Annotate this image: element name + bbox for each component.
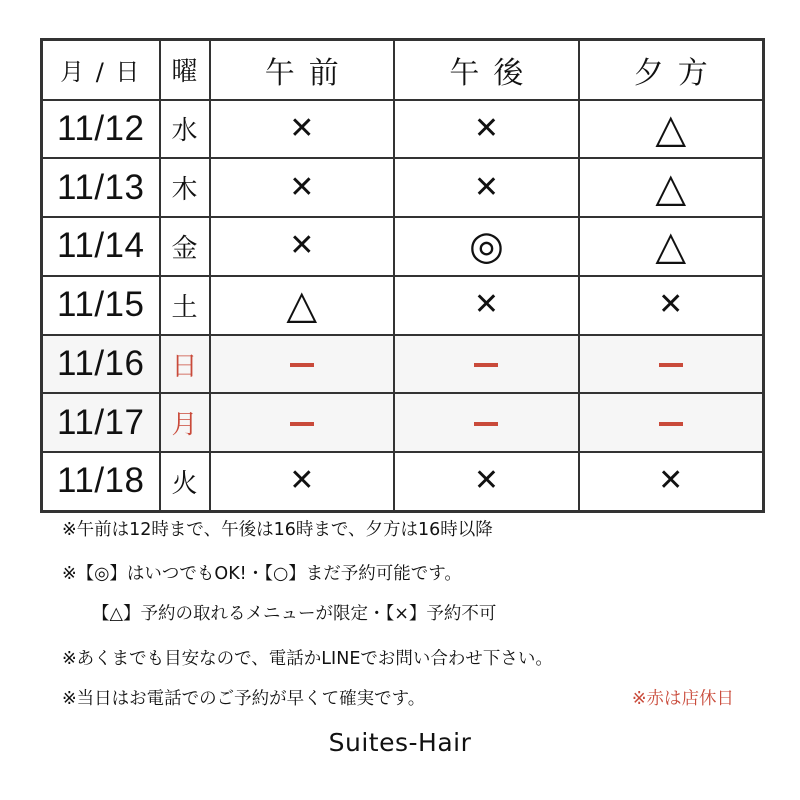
dash-mark-icon: [659, 422, 683, 426]
brand-name: Suites-Hair: [328, 728, 472, 757]
note-legend-limited: 【△】予約の取れるメニューが限定・【×】予約不可: [92, 604, 497, 624]
dash-mark-icon: [290, 363, 314, 367]
header-row: [42, 40, 764, 100]
date-cell: 11/16: [42, 335, 160, 394]
schedule-body: [42, 100, 764, 512]
triangle-mark-icon: △: [286, 282, 318, 329]
note-hours: ※午前は12時まで、午後は16時まで、夕方は16時以降: [62, 520, 493, 540]
note-contact: ※あくまでも目安なので、電話かLINEでお問い合わせ下さい。: [62, 649, 553, 669]
cross-mark-icon: ✕: [289, 463, 315, 499]
header-evening: 夕方: [579, 40, 764, 100]
date-cell: 11/13: [42, 158, 160, 217]
weekday-cell: 日: [160, 335, 210, 394]
date-cell: 11/12: [42, 100, 160, 159]
slot-evening: [579, 158, 764, 217]
reservation-table: [40, 38, 765, 513]
header-afternoon: 午後: [394, 40, 579, 100]
double-circle-mark-icon: ◎: [468, 223, 504, 270]
dash-mark-icon: [474, 363, 498, 367]
cross-mark-icon: ✕: [289, 110, 315, 146]
date-cell: 11/17: [42, 393, 160, 452]
slot-morning: [210, 100, 395, 159]
cross-mark-icon: ✕: [473, 287, 499, 323]
cross-mark-icon: ✕: [289, 228, 315, 264]
triangle-mark-icon: △: [655, 105, 687, 152]
weekday-cell: 月: [160, 393, 210, 452]
dash-mark-icon: [290, 422, 314, 426]
cross-mark-icon: ✕: [473, 463, 499, 499]
dash-mark-icon: [474, 422, 498, 426]
date-cell: 11/18: [42, 452, 160, 511]
cross-mark-icon: ✕: [289, 169, 315, 205]
weekday-cell: 火: [160, 452, 210, 511]
slot-afternoon: [394, 158, 579, 217]
weekday-cell: 木: [160, 158, 210, 217]
slot-morning: [210, 452, 395, 511]
slot-morning: [210, 393, 395, 452]
table-row: [42, 452, 764, 511]
table-row: [42, 393, 764, 452]
weekday-cell: 水: [160, 100, 210, 159]
slot-evening: [579, 452, 764, 511]
cross-mark-icon: ✕: [473, 110, 499, 146]
slot-afternoon: [394, 393, 579, 452]
header-morning: 午前: [210, 40, 395, 100]
table-row: [42, 158, 764, 217]
slot-evening: [579, 276, 764, 335]
slot-morning: [210, 158, 395, 217]
table-row: [42, 100, 764, 159]
slot-morning: [210, 276, 395, 335]
slot-morning: [210, 335, 395, 394]
note-closed-days: ※赤は店休日: [631, 689, 734, 709]
weekday-cell: 金: [160, 217, 210, 276]
slot-evening: [579, 335, 764, 394]
date-cell: 11/14: [42, 217, 160, 276]
slot-afternoon: [394, 452, 579, 511]
slot-evening: [579, 100, 764, 159]
slot-evening: [579, 217, 764, 276]
slot-afternoon: [394, 217, 579, 276]
slot-afternoon: [394, 100, 579, 159]
note-same-day: ※当日はお電話でのご予約が早くて確実です。: [62, 689, 426, 709]
header-date: 月 / 日: [42, 40, 160, 100]
triangle-mark-icon: △: [655, 164, 687, 211]
cross-mark-icon: ✕: [473, 169, 499, 205]
cross-mark-icon: ✕: [658, 463, 684, 499]
note-legend-available: ※【◎】はいつでもOK!・【○】まだ予約可能です。: [62, 564, 462, 584]
slot-afternoon: [394, 335, 579, 394]
slot-evening: [579, 393, 764, 452]
weekday-cell: 土: [160, 276, 210, 335]
header-day: 曜: [160, 40, 210, 100]
triangle-mark-icon: △: [655, 223, 687, 270]
dash-mark-icon: [659, 363, 683, 367]
table-row: [42, 217, 764, 276]
table-row: [42, 335, 764, 394]
table-row: [42, 276, 764, 335]
slot-afternoon: [394, 276, 579, 335]
date-cell: 11/15: [42, 276, 160, 335]
slot-morning: [210, 217, 395, 276]
cross-mark-icon: ✕: [658, 287, 684, 323]
